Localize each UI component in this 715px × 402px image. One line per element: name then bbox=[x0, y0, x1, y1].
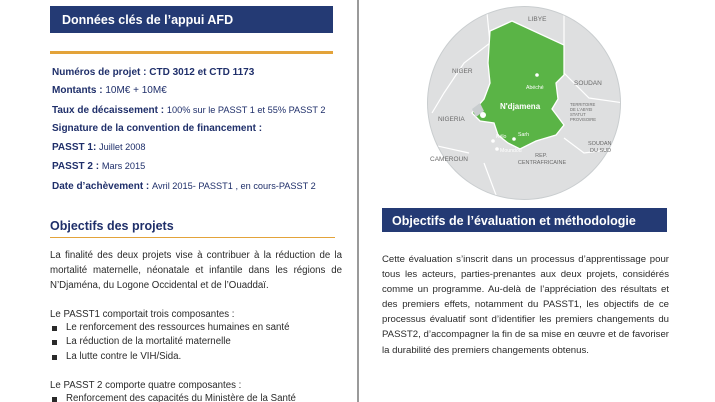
passt2-intro: Le PASST 2 comporte quatre composantes : bbox=[50, 380, 242, 391]
disbursement-label: Taux de décaissement : bbox=[52, 104, 167, 116]
kelo-dot bbox=[491, 139, 495, 143]
passt1-label: PASST 1: bbox=[52, 142, 100, 154]
key-data-block bbox=[52, 64, 342, 196]
label-libye: LIBYE bbox=[528, 16, 547, 23]
column-divider bbox=[357, 0, 359, 402]
label-kelo: Kélo bbox=[496, 134, 507, 140]
evaluation-text: Cette évaluation s’inscrit dans un processus d’apprentissage pour tous les acteurs, parties-prenantes aux deux projets, considérés comme un programme. Au-delà de l’appréciation des résultats et des premiers effets, notamment du PASST1, les objectifs de ce processus évaluatif sont d’identifier les premiers changements du PASST2, d’accompagner la fin de sa mise en œuvre et de favoriser la durabilité des premiers changements obtenus. bbox=[382, 254, 669, 356]
passt2-label: PASST 2 : bbox=[52, 161, 102, 173]
signature-row bbox=[52, 120, 342, 138]
label-sarh: Sarh bbox=[518, 132, 529, 138]
completion-row bbox=[52, 177, 342, 196]
project-numbers-row bbox=[52, 64, 342, 82]
label-cameroun: CAMEROUN bbox=[430, 156, 468, 163]
objectives-intro: La finalité des deux projets vise à contribuer à la réduction de la mortalité maternelle, néonatale et infantile dans les régions de N’Djaména, du Logone Occidental et de l’Ouaddaï. bbox=[50, 250, 342, 292]
completion-label: Date d’achèvement : bbox=[52, 180, 153, 192]
key-data-header: Données clés de l’appui AFD bbox=[50, 6, 333, 33]
list-item: Renforcement des capacités du Ministère de la Santé bbox=[50, 392, 342, 402]
list-item: La réduction de la mortalité maternelle bbox=[50, 335, 342, 349]
disbursement-value: 100% sur le PASST 1 et 55% PASST 2 bbox=[166, 104, 326, 115]
label-soudan: SOUDAN bbox=[574, 80, 602, 87]
label-ndjamena: N'djamena bbox=[500, 102, 541, 111]
label-nigeria: NIGERIA bbox=[438, 116, 465, 123]
chad-map bbox=[424, 3, 624, 203]
label-rca: REP. CENTRAFRICAINE bbox=[517, 153, 567, 166]
objectives-rule bbox=[50, 237, 335, 238]
label-moundou: Moundou bbox=[500, 148, 522, 154]
project-numbers-label: Numéros de projet : bbox=[52, 67, 150, 78]
label-abeche: Abéché bbox=[526, 85, 544, 91]
list-item: La lutte contre le VIH/Sida. bbox=[50, 350, 342, 364]
moundou-dot bbox=[495, 147, 499, 151]
abeche-dot bbox=[535, 73, 539, 77]
label-niger: NIGER bbox=[452, 68, 473, 75]
objectives-title: Objectifs des projets bbox=[50, 219, 174, 233]
completion-value: Avril 2015- PASST1 , en cours-PASST 2 bbox=[152, 180, 316, 191]
passt2-row bbox=[52, 157, 342, 176]
signature-label: Signature de la convention de financement : bbox=[52, 122, 263, 134]
passt1-block bbox=[50, 308, 342, 364]
amounts-value: 10M€ + 10M€ bbox=[105, 85, 167, 97]
label-territoire: TERRITOIRE DE L'ABYEI STATUT PROVISOIRE bbox=[570, 102, 597, 122]
ndjamena-dot bbox=[480, 112, 486, 118]
sarh-dot bbox=[512, 137, 516, 141]
passt2-value: Mars 2015 bbox=[101, 161, 146, 172]
passt1-row bbox=[52, 138, 342, 157]
amounts-label: Montants : bbox=[52, 85, 106, 97]
evaluation-header: Objectifs de l’évaluation et méthodologie bbox=[382, 208, 667, 232]
label-soudan-sud: SOUDAN DU SUD bbox=[588, 141, 612, 154]
passt2-block bbox=[50, 379, 342, 402]
passt2-list bbox=[50, 392, 342, 402]
passt1-value: Juillet 2008 bbox=[99, 142, 146, 153]
passt1-intro: Le PASST1 comportait trois composantes : bbox=[50, 309, 235, 320]
amounts-row bbox=[52, 82, 342, 100]
project-numbers-value: CTD 3012 et CTD 1173 bbox=[149, 67, 255, 78]
passt1-list bbox=[50, 321, 342, 364]
gold-rule bbox=[50, 51, 333, 54]
list-item: Le renforcement des ressources humaines en santé bbox=[50, 321, 342, 335]
disbursement-row bbox=[52, 101, 342, 120]
